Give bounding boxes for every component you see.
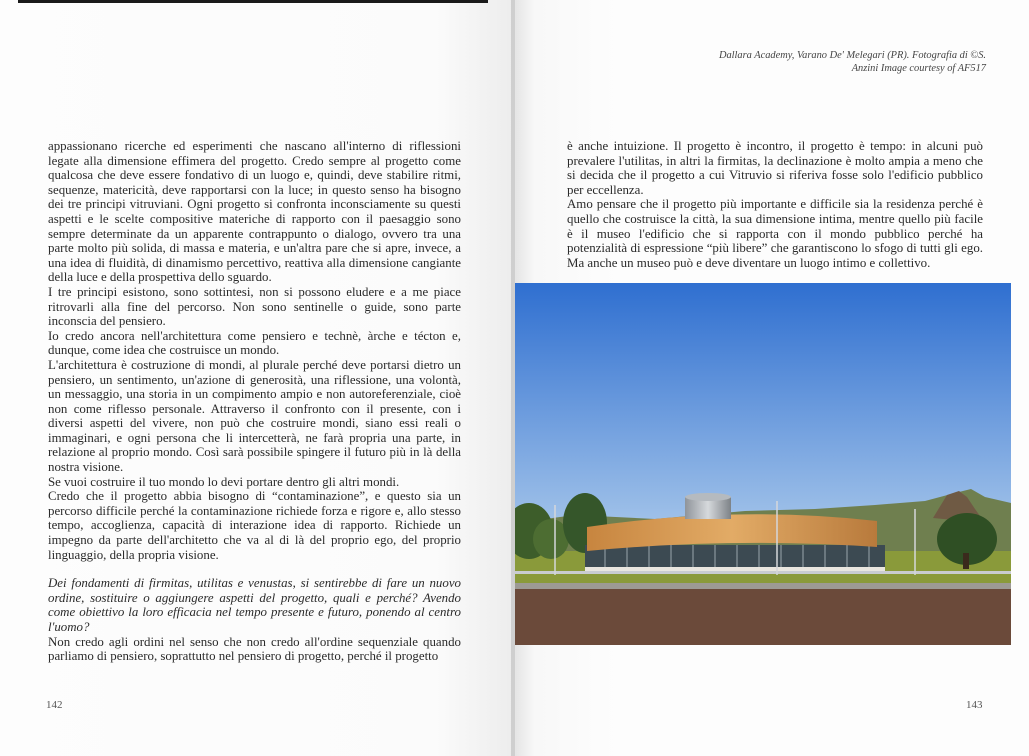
left-paragraph: L'architettura è costruzione di mondi, al plurale perché deve portarsi dietro un pensiero, un sentimento, un'azione di generosità, una riflessione, una volontà, un messaggio, una storia in un compimento ampio e non autoreferenziale, cioè non come riflesso personale. Attraverso il confronto con il presente, con i diversi aspetti del vivere, non può che costruire mondi, siano essi reali o immaginari, e ogni persona che li intercetterà, ne farà propria una parte, in relazione al proprio mondo. Così sarà possibile spingere il futuro più in là della nostra visione. — [48, 357, 461, 475]
road-foreground — [515, 583, 1011, 645]
building-photo-illustration — [515, 283, 1011, 645]
left-paragraph: Se vuoi costruire il tuo mondo lo devi portare dentro gli altri mondi. — [48, 474, 400, 489]
left-paragraph: appassionano ricerche ed esperimenti che nascano all'interno di riflessioni legate alla dimensione effimera del progetto. Credo sempre al progetto come qualcosa che deve essere fondativo di un luogo e, quindi, deve stabilire ritmi, sequenze, matericità, deve rapportarsi con la luce; in questo senso ha bisogno dei tre principi vitruviani. Ogni progetto si confronta inconsciamente su questi aspetti e le scelte compositive materiche di rapporto con il paesaggio sono sempre determinate da un apparente contrappunto o dialogo, ovvero tra una parte molto più solida, di massa e materia, e un'altra pare che si apre, invece, a una idea di fluidità, di dinamismo percettivo, reattiva alla dimensione cangiante della luce e della prospettiva dello sguardo. — [48, 139, 461, 285]
top-rule — [18, 0, 488, 3]
right-paragraph: Amo pensare che il progetto più importante e difficile sia la residenza perché è quello che costruisce la città, la sua dimensione intima, mentre quello più facile è il museo l'edificio che si rapporta con il mondo pubblico perché ha potenzialità di espressione “più libere” che garantiscono lo sfogo di tutti gli ego. Ma anche un museo può e deve diventare un luogo intimo e collettivo. — [567, 197, 983, 270]
interview-answer: Non credo agli ordini nel senso che non credo all'ordine sequenziale quando parliamo di pensiero, soprattutto nel pensiero di progetto, perché il progetto — [48, 634, 461, 664]
building-glazing — [585, 545, 885, 567]
left-paragraph: Credo che il progetto abbia bisogno di “contaminazione”, e questo sia un percorso difficile perché la contaminazione richiede forza e rigore e, allo stesso tempo, accoglienza, capacità di interazione idea di rapporto. Richiede un impegno da parte dell'architetto che va al di là del proprio ego, del proprio linguaggio, della propria visione. — [48, 489, 461, 562]
building-photo — [515, 283, 1011, 645]
caption-line: Anzini Image courtesy of AF517 — [851, 63, 986, 74]
page-number-left: 142 — [46, 699, 63, 711]
right-paragraph: è anche intuizione. Il progetto è incontro, il progetto è tempo: in alcuni può prevalere l'utilitas, in altri la firmitas, la declinazione è molto ampia a meno che si decida che il progetto a cui Vitruvio si riferiva fosse solo l'edificio pubblico per eccellenza. — [567, 139, 983, 197]
fence — [515, 571, 1011, 574]
left-paragraph: Io credo ancora nell'architettura come pensiero e technè, àrche e técton e, dunque, come idea che costruisce un mondo. — [48, 328, 461, 358]
photo-caption — [700, 49, 986, 75]
left-paragraph: I tre principi esistono, sono sottintesi, non si possono eludere e a me piace ritrovarli alla fine del percorso. Non sono sentinelle o guide, sono parte inconscia del pensiero. — [48, 284, 461, 329]
building-base — [585, 567, 885, 571]
left-page-text — [48, 139, 461, 664]
interview-question: Dei fondamenti di firmitas, utilitas e venustas, si sentirebbe di fare un nuovo ordine, sostituire o aggiungere aspetti del progetto, quali e perché? Avendo come obiettivo la loro efficacia nel tempo presente e futuro, ponendo al centro l'uomo? — [48, 576, 461, 634]
caption-line: Dallara Academy, Varano De' Melegari (PR). Fotografia di ©S. — [718, 50, 986, 61]
right-page-text — [567, 139, 983, 270]
page-number-right: 143 — [966, 699, 983, 711]
